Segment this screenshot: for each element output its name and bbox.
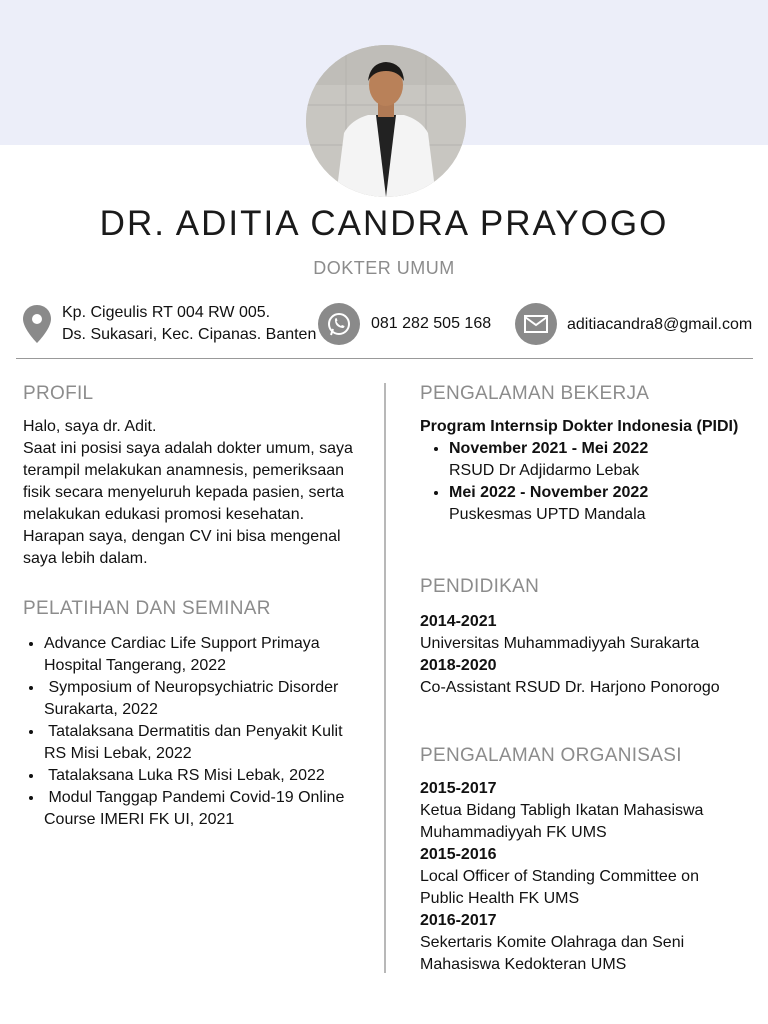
address-line-1: Kp. Cigeulis RT 004 RW 005. (62, 304, 271, 321)
header-divider (16, 358, 753, 359)
org-role: Ketua Bidang Tabligh Ikatan Mahasiswa (420, 802, 704, 819)
profil-line: Harapan saya, dengan CV ini bisa mengenal (23, 528, 341, 545)
person-name: DR. ADITIA CANDRA PRAYOGO (99, 204, 669, 243)
work-period: • Mei 2022 - November 2022 (449, 484, 649, 501)
list-item: • Tatalaksana Dermatitis dan Penyakit Kulit RS Misi Lebak, 2022 (44, 721, 373, 765)
org-years: 2015-2017 (420, 780, 497, 797)
list-item: • Advance Cardiac Life Support Primaya Hospital Tangerang, 2022 (44, 633, 373, 677)
pelatihan-title: PELATIHAN DAN SEMINAR (23, 598, 271, 619)
work-period: • November 2021 - Mei 2022 (449, 440, 649, 457)
org-years: 2015-2016 (420, 846, 497, 863)
profil-line: saya lebih dalam. (23, 550, 148, 567)
job-title: DOKTER UMUM (313, 258, 455, 278)
profil-title: PROFIL (23, 383, 94, 404)
list-item (449, 438, 765, 482)
profil-section (23, 383, 373, 570)
location-pin-icon (16, 303, 58, 345)
column-divider (384, 383, 386, 973)
edu-institution: Universitas Muhammadiyyah Surakarta (420, 635, 700, 652)
profil-line: fisik secara menyeluruh kepada pasien, serta (23, 484, 345, 501)
work-list (420, 438, 765, 526)
org-role: Public Health FK UMS (420, 890, 580, 907)
org-role: Mahasiswa Kedokteran UMS (420, 956, 627, 973)
edu-years: 2018-2020 (420, 657, 497, 674)
pengalaman-bekerja-section (420, 383, 765, 526)
pendidikan-title: PENDIDIKAN (420, 576, 540, 597)
list-item: • Tatalaksana Luka RS Misi Lebak, 2022 (44, 765, 373, 787)
profil-line: Saat ini posisi saya adalah dokter umum, saya (23, 440, 353, 457)
org-years: 2016-2017 (420, 912, 497, 929)
pelatihan-list (23, 633, 373, 831)
pengalaman-bekerja-title: PENGALAMAN BEKERJA (420, 383, 650, 404)
profil-line: terampil melakukan anamnesis, pemeriksaan (23, 462, 345, 479)
work-place: Puskesmas UPTD Mandala (449, 506, 646, 523)
work-place: RSUD Dr Adjidarmo Lebak (449, 462, 640, 479)
org-role: Muhammadiyyah FK UMS (420, 824, 607, 841)
edu-institution: Co-Assistant RSUD Dr. Harjono Ponorogo (420, 679, 720, 696)
list-item: • Symposium of Neuropsychiatric Disorder Surakarta, 2022 (44, 677, 373, 721)
org-role: Sekertaris Komite Olahraga dan Seni (420, 934, 685, 951)
profil-line: melakukan edukasi promosi kesehatan. (23, 506, 305, 523)
list-item: • Modul Tanggap Pandemi Covid-19 Online Course IMERI FK UI, 2021 (44, 787, 373, 831)
pendidikan-section (420, 576, 765, 699)
org-role: Local Officer of Standing Committee on (420, 868, 699, 885)
whatsapp-icon (318, 303, 360, 345)
profile-photo (306, 45, 466, 197)
pelatihan-section (23, 598, 373, 831)
address (62, 302, 316, 346)
address-line-2: Ds. Sukasari, Kec. Cipanas. Banten (62, 326, 317, 343)
list-item (449, 482, 765, 526)
envelope-icon (515, 303, 557, 345)
phone-number: 081 282 505 168 (371, 315, 492, 332)
program-name: Program Internsip Dokter Indonesia (PIDI) (420, 418, 739, 435)
email-address: aditiacandra8@gmail.com (567, 316, 753, 333)
organisasi-section (420, 745, 765, 976)
edu-years: 2014-2021 (420, 613, 497, 630)
profil-line: Halo, saya dr. Adit. (23, 418, 157, 435)
organisasi-title: PENGALAMAN ORGANISASI (420, 745, 682, 766)
